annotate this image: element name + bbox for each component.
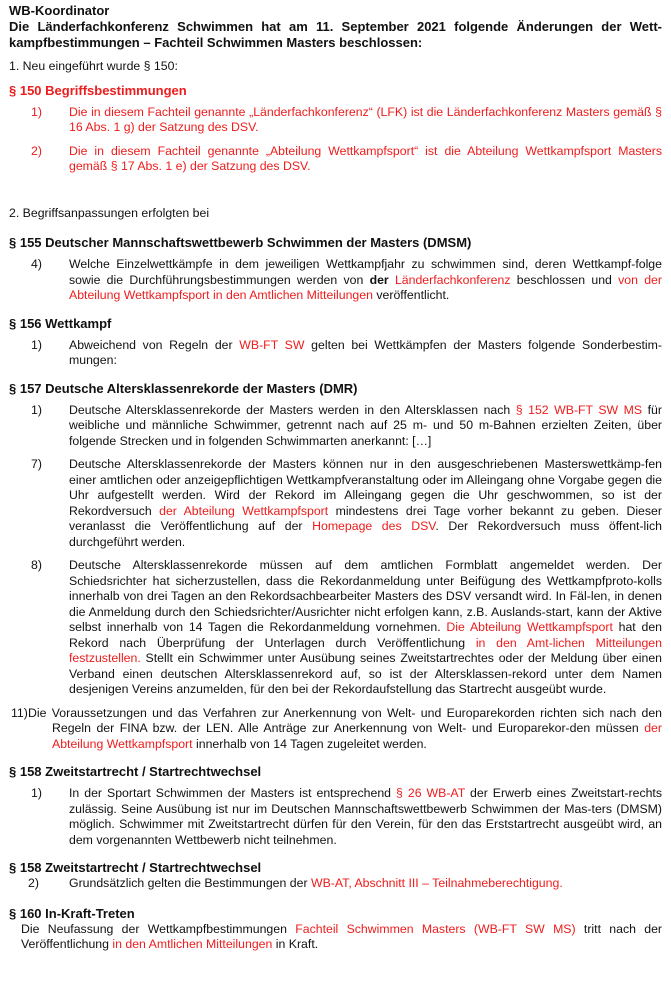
text-run: tritt nach der Veröffentlichung xyxy=(21,921,663,951)
text-run: In der Sportart Schwimmen der Masters ist entsprechend xyxy=(69,786,397,800)
s160-text xyxy=(9,922,662,953)
red-run: von der Abteilung Wettkampfsport in den Amtlichen Mitteilungen xyxy=(69,272,662,302)
text-run: in Kraft. xyxy=(272,937,319,951)
section-150-title: § 150 Begriffsbestimmungen xyxy=(9,82,187,98)
para-number: 1) xyxy=(31,402,42,417)
text-run: Deutsche Altersklassenrekorde der Masters werden in den Altersklassen nach xyxy=(69,402,516,417)
s157-para-7 xyxy=(9,457,662,550)
s156-para-1 xyxy=(9,338,662,369)
red-run: WB-FT SW xyxy=(239,337,305,352)
text-run: hat den Rekord nach Überprüfung der Unterlagen durch Veröffentlichung xyxy=(69,620,663,650)
red-run: der Abteilung Wettkampfsport xyxy=(52,721,662,751)
text-run: gelten bei Wettkämpfen der Masters folgende Sonderbestim-mungen: xyxy=(69,337,663,367)
para-number: 2) xyxy=(28,876,39,890)
red-run: WB-AT, Abschnitt III – Teilnahmeberechtigung. xyxy=(310,876,563,890)
text-run: . Der Rekordversuch muss öffent-lich durchgeführt werden. xyxy=(69,519,662,549)
text-run: Die Neufassung der Wettkampfbestimmungen xyxy=(21,921,296,936)
para-number: 2) xyxy=(31,143,42,158)
section-156-title: § 156 Wettkampf xyxy=(9,315,112,331)
para-text xyxy=(66,876,662,892)
item-1-label: 1. Neu eingeführt wurde § 150: xyxy=(9,59,178,73)
text-run: innerhalb von 14 Tagen zugeleitet werden. xyxy=(192,736,427,751)
para-number: 1) xyxy=(31,786,42,800)
document-intro: Die Länderfachkonferenz Schwimmen hat am 11. September 2021 folgende Änderungen der Wett-kampfbestimmungen – Fachteil Schwimmen Masters beschlossen: xyxy=(9,19,662,50)
red-run: Länderfachkonferenz xyxy=(394,272,511,287)
para-number: 1) xyxy=(31,104,42,119)
para-text xyxy=(69,558,662,698)
item-2-label: 2. Begriffsanpassungen erfolgten bei xyxy=(9,205,210,220)
para-text xyxy=(69,338,662,369)
para-text xyxy=(69,403,662,450)
para-number: 8) xyxy=(31,558,42,572)
s158-para-2 xyxy=(9,876,662,892)
section-158-title-repeat: § 158 Zweitstartrecht / Startrechtwechsel xyxy=(9,860,262,875)
text-run: beschlossen und xyxy=(510,272,619,287)
red-run: der Abteilung Wettkampfsport xyxy=(159,503,329,518)
text-run: Grundsätzlich gelten die Bestimmungen der xyxy=(69,876,311,890)
para-number: 7) xyxy=(31,457,42,471)
section-160-title: § 160 In-Kraft-Treten xyxy=(9,905,135,921)
red-run: in den Amt-lichen Mitteilungen festzustellen. xyxy=(69,635,662,665)
para-text xyxy=(69,457,662,550)
text-run: Welche Einzelwettkämpfe in dem jeweiligen Wettkampfjahr zu schwimmen sind, deren Wettkampf-folge sowie die Durchführungsbestimmungen werden von xyxy=(69,257,662,287)
para-number: 11) xyxy=(11,705,28,720)
s158-para-1 xyxy=(9,786,662,848)
text-run: mindestens drei Tage vorher bekannt zu geben. Dieser veranlasst die Veröffentlichung auf der xyxy=(69,503,662,533)
s157-para-1 xyxy=(9,403,662,450)
para-number: 1) xyxy=(31,337,42,352)
text-run: Stellt ein Schwimmer unter Ausübung seines Zweitstartrechtes oder der Meldung über einen Verband einen deutschen Altersklassenrekord auf, so ist der Altersklassen-rekord unter dem Namen desjenigen Vereins anzumelden, für den bei der Rekordaufstellung das Startrecht ausgeübt wurde. xyxy=(69,651,662,696)
para-text xyxy=(69,786,662,848)
bold-run: der xyxy=(369,272,389,287)
s157-para-11 xyxy=(0,706,662,753)
text-run: der Erwerb eines Zweitstart-rechts zulässig. Seine Ausübung ist nur im Deutschen Mannschaftswettbewerb Schwimmen der Mas-ters (DMSM) möglich. Schwimmer mit Zweitstartrecht dürfen für den Verein, für den das Erststartrecht ausgeübt wird, an dem vorgenannten Wettbewerb nicht teilnehmen. xyxy=(69,786,662,847)
document-author: WB-Koordinator xyxy=(9,3,110,18)
text-run: Deutsche Altersklassenrekorde müssen auf dem amtlichen Formblatt angemeldet werden. Der Schiedsrichter hat sicherzustellen, dass die Rekordanmeldung unter Beifügung des Wettkampfproto-kolls innerhalb von drei Tagen an den Rekordsachbearbeiter Masters des DSV versandt wird. In Fäl-len, in denen die Anmeldung durch den Schiedsrichter/Ausrichter nicht erfolgen kann, z.B. Auslands-start, kann der Aktive selbst innerhalb von 14 Tagen die Rekordanmeldung vornehmen. xyxy=(69,558,662,634)
para-text: Die in diesem Fachteil genannte „Länderfachkonferenz“ (LFK) ist die Länderfachkonferenz Masters gemäß § 16 Abs. 1 g) der Satzung des DSV. xyxy=(69,104,662,134)
para-number: 4) xyxy=(31,257,42,271)
text-run: Abweichend von Regeln der xyxy=(69,337,240,352)
red-run: in den Amtlichen Mitteilungen xyxy=(112,937,273,951)
para-text xyxy=(69,257,662,304)
text-run: veröffentlicht. xyxy=(372,288,450,302)
red-run: Homepage des DSV xyxy=(312,519,436,533)
red-run: § 26 WB-AT xyxy=(396,786,466,800)
red-run: § 152 WB-FT SW MS xyxy=(515,402,643,417)
para-text xyxy=(28,706,662,753)
para-text: Die in diesem Fachteil genannte „Abteilung Wettkampfsport“ ist die Abteilung Wettkampfsport Masters gemäß § 17 Abs. 1 e) der Satzung des DSV. xyxy=(69,143,662,173)
section-157-title: § 157 Deutsche Altersklassenrekorde der Masters (DMR) xyxy=(9,380,358,396)
text-run: für weibliche und männliche Schwimmer, getrennt nach auf 25 m- und 50 m-Bahnen erzielten Zeiten, über folgende Strecken und in folgenden Schwimmarten anerkannt: […] xyxy=(69,402,662,448)
s155-para-4 xyxy=(9,257,662,304)
text-run: Die Voraussetzungen und das Verfahren zur Anerkennung von Welt- und Europarekorden richten sich nach den Regeln der FINA bzw. der LEN. Alle Anträge zur Anerkennung von Welt- und Europarekor-den müssen xyxy=(28,705,662,735)
s150-para-2 xyxy=(9,144,662,175)
text-run: Deutsche Altersklassenrekorde der Masters können nur in den ausgeschriebenen Masterswettkämp-fen einer amtlichen oder anzeigepflichtigen Wettkampfveranstaltung oder im Alleingang ohne Vorgabe gegen die Uhr aufgestellt werden. Wird der Rekord im Alleingang gegen die Uhr geschwommen, so ist der Rekordversuch xyxy=(69,457,662,518)
red-run: Die Abteilung Wettkampfsport xyxy=(446,620,613,634)
section-158-title: § 158 Zweitstartrecht / Startrechtwechsel xyxy=(9,764,262,779)
s150-para-1 xyxy=(9,105,662,136)
section-155-title: § 155 Deutscher Mannschaftswettbewerb Schwimmen der Masters (DMSM) xyxy=(9,235,472,250)
s157-para-8 xyxy=(9,558,662,698)
red-run: Fachteil Schwimmen Masters (WB-FT SW MS) xyxy=(295,921,576,936)
